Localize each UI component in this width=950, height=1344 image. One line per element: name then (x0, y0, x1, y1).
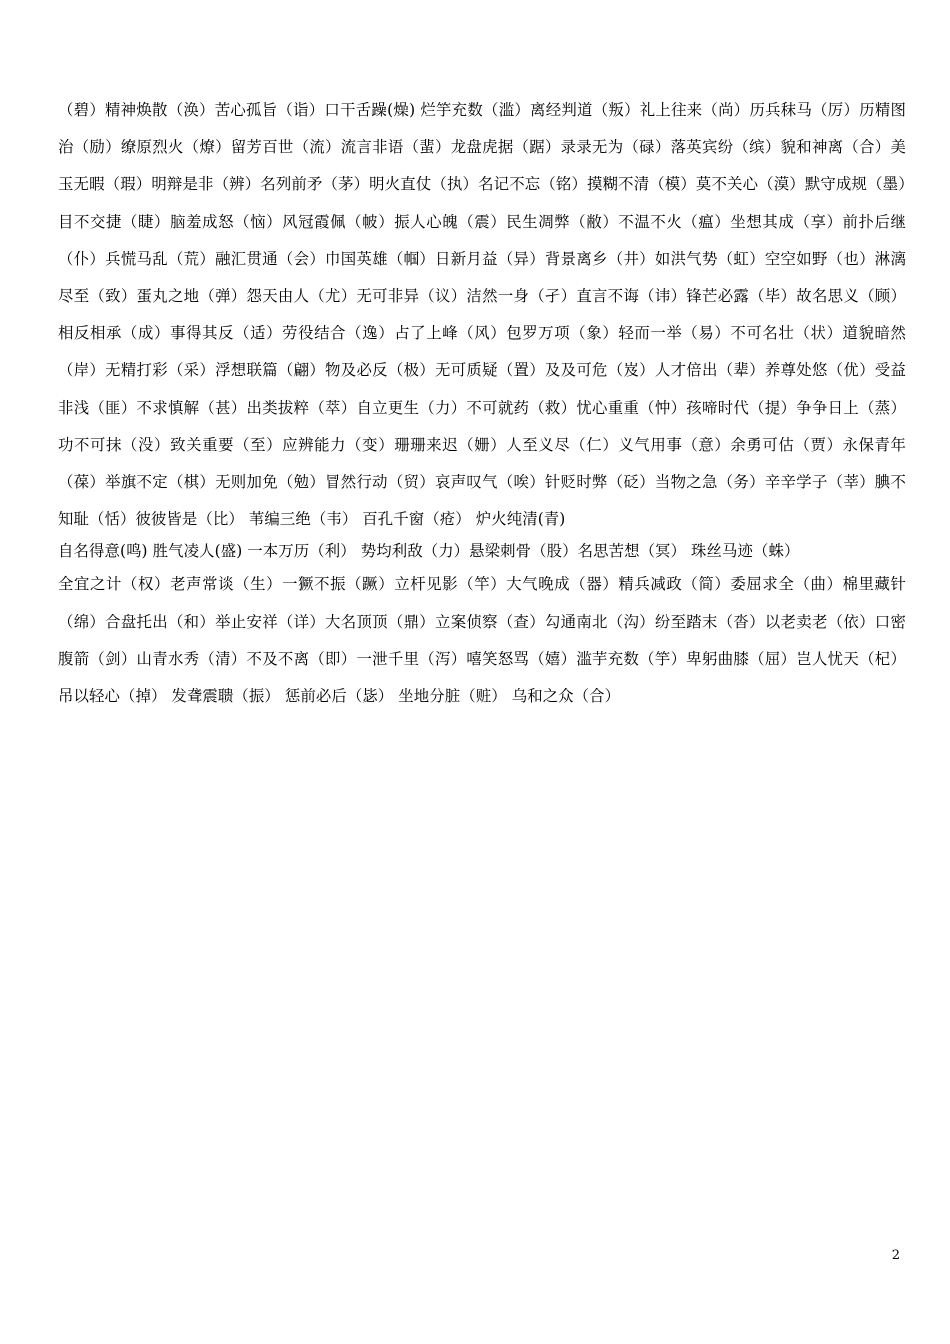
paragraph-3: 全宜之计（权）老声常谈（生）一獗不振（蹶）立杆见影（竿）大气晚成（器）精兵减政（简）委屈求全（曲）棉里藏针（绵）合盘托出（和）举止安祥（详）大名顶顶（鼎）立案侦察（查）勾通南北（沟）纷至踏末（沓）以老卖老（依）口密腹箭（剑）山青水秀（清）不及不离（即）一泄千里（泻）嘻笑怒骂（嬉）滥芋充数（竽）卑躬曲膝（屈）岂人忧天（杞）吊以轻心（掉） 发聋震聩（振） 惩前必后（毖） 坐地分脏（赃） 乌和之众（合） (58, 575, 906, 706)
document-body (58, 92, 906, 715)
paragraph-2: 自名得意(鸣) 胜气凌人(盛) 一本万历（利） 势均利敌（力）悬梁刺骨（股）名思苦想（冥） 珠丝马迹（蛛） (58, 542, 800, 561)
page-number: 2 (891, 1248, 900, 1263)
paragraph-1: （碧）精神焕散（涣）苦心孤旨（诣）口干舌躁(燥) 烂竽充数（滥）离经判道（叛）礼上往来（尚）历兵秣马（厉）历精图治（励）缭原烈火（燎）留芳百世（流）流言非语（蜚）龙盘虎据（踞）录录无为（碌）落英宾纷（缤）貌和神离（合）美玉无暇（瑕）明辩是非（辨）名列前矛（茅）明火直仗（执）名记不忘（铭）摸糊不清（模）莫不关心（漠）默守成规（墨）目不交捷（睫）脑羞成怒（恼）风冠霞佩（帔）振人心魄（震）民生凋弊（敝）不温不火（瘟）坐想其成（享）前扑后继（仆）兵慌马乱（荒）融汇贯通（会）巾国英雄（帼）日新月益（异）背景离乡（井）如洪气势（虹）空空如野（也）淋漓尽至（致）蛋丸之地（弹）怨天由人（尤）无可非异（议）洁然一身（孑）直言不诲（讳）锋芒必露（毕）故名思义（顾）相反相承（成）事得其反（适）劳役结合（逸）占了上峰（风）包罗万项（象）轻而一举（易）不可名壮（状）道貌暗然（岸）无精打彩（采）浮想联篇（翩）物及必反（极）无可质疑（置）及及可危（岌）人才倍出（辈）养尊处悠（优）受益非浅（匪）不求慎解（甚）出类拔粹（萃）自立更生（力）不可就药（救）忧心重重（忡）孩啼时代（提）争争日上（蒸）功不可抹（没）致关重要（至）应辨能力（变）珊珊来迟（姗）人至义尽（仁）义气用事（意）余勇可估（贾）永保青年（葆）举旗不定（棋）无则加免（勉）冒然行动（贸）哀声叹气（唉）针贬时弊（砭）当物之急（务）辛辛学子（莘）腆不知耻（恬）彼彼皆是（比） 苇编三绝（韦） 百孔千窗（疮） 炉火纯清(青) (58, 101, 906, 529)
